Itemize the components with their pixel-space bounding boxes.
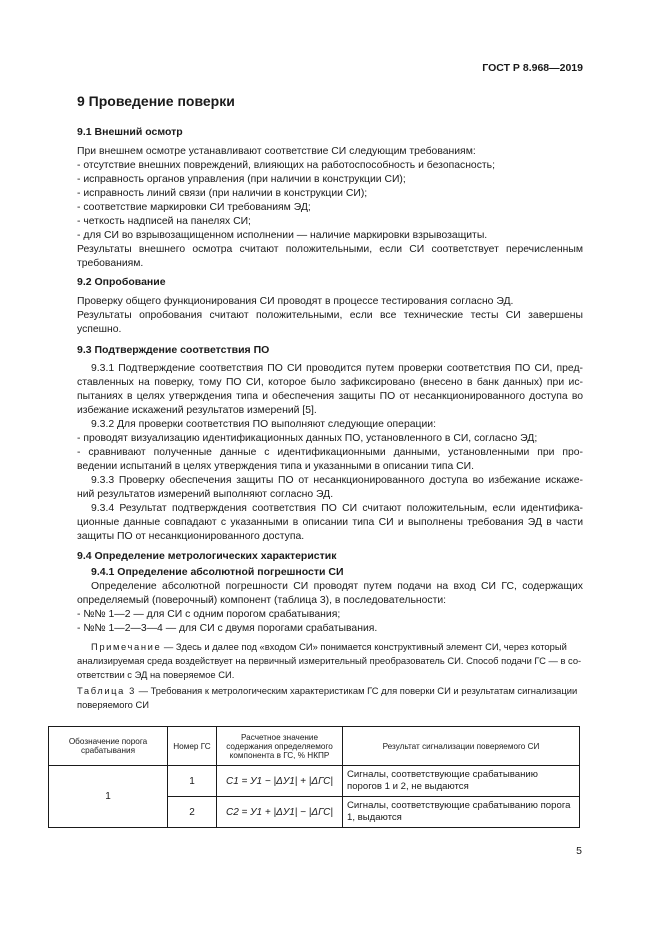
paragraph-9-1-result: Результаты внешнего осмотра считают положительными, если СИ соответствует перечисленным	[77, 244, 583, 255]
result-cell: Сигналы, соответствующие срабатыванию порогов 1 и 2, не выдаются	[343, 766, 580, 797]
table-header-cell: Номер ГС	[168, 727, 217, 766]
table-caption-text: — Требования к метрологическим характеристикам ГС для поверки СИ и результатам сигнализации	[135, 685, 578, 696]
note-text: анализируемая среда воздействует на первичный измерительный преобразователь СИ. Способ подачи ГС — в со-	[77, 655, 582, 666]
paragraph-9-3-1: пытаниях в целях утверждения типа и обеспечения защиты ПО от несанкционированного доступа во	[77, 391, 583, 402]
list-item: - исправность органов управления (при наличии в конструкции СИ);	[77, 174, 406, 185]
paragraph-9-1-intro: При внешнем осмотре устанавливают соответствие СИ следующим требованиям:	[77, 146, 476, 157]
table-header-row	[49, 727, 580, 766]
note-text: ответствии с ЭД на поверяемое СИ.	[77, 669, 235, 680]
note-text: — Здесь и далее под «входом СИ» понимается конструктивный элемент СИ, через который	[161, 641, 567, 652]
gs-number-cell: 1	[168, 766, 217, 797]
section-title: 9 Проведение поверки	[77, 93, 235, 109]
document-id: ГОСТ Р 8.968—2019	[482, 62, 583, 74]
table-header-cell: Расчетное значение содержания определяемого компонента в ГС, % НКПР	[217, 727, 343, 766]
list-item: - проводят визуализацию идентификационных данных ПО, установленного в СИ, согласно ЭД;	[77, 433, 538, 444]
gs-number-cell: 2	[168, 797, 217, 828]
subsection-title-9-2: 9.2 Опробование	[77, 276, 166, 288]
list-item: - исправность линий связи (при наличии в конструкции СИ);	[77, 188, 368, 199]
note-label: Примечание	[91, 641, 162, 652]
table-caption-end: поверяемого СИ	[77, 699, 149, 710]
list-item: ведении испытаний в целях утверждения типа и указанными в описании типа СИ.	[77, 461, 475, 472]
subsection-title-9-4-1: 9.4.1 Определение абсолютной погрешности СИ	[91, 566, 344, 578]
paragraph-9-2-1: Проверку общего функционирования СИ проводят в процессе тестирования согласно ЭД.	[77, 296, 514, 307]
paragraph-9-2-2: Результаты опробования считают положительными, если все технические тесты СИ завершены	[77, 310, 583, 321]
subsection-title-9-1: 9.1 Внешний осмотр	[77, 126, 183, 138]
subsection-title-9-3: 9.3 Подтверждение соответствия ПО	[77, 344, 270, 356]
list-item: - отсутствие внешних повреждений, влияющих на работоспособность и безопасность;	[77, 160, 495, 171]
list-item: - для СИ во взрывозащищенном исполнении — наличие маркировки взрывозащиты.	[77, 230, 488, 241]
paragraph-9-3-1: ставленных на поверку, тому ПО СИ, которое было зафиксировано (внесено в банк данных) при ис-	[77, 377, 583, 388]
paragraph-9-3-3: 9.3.3 Проверку обеспечения защиты ПО от несанкционированного доступа во избежание искаже-	[91, 475, 583, 486]
paragraph-9-1-result-end: требованиям.	[77, 258, 144, 269]
paragraph-9-3-2: 9.3.2 Для проверки соответствия ПО выполняют следующие операции:	[91, 419, 436, 430]
page-number: 5	[576, 845, 582, 857]
table-row	[49, 766, 580, 797]
result-cell: Сигналы, соответствующие срабатыванию порога 1, выдаются	[343, 797, 580, 828]
paragraph-9-3-1: 9.3.1 Подтверждение соответствия ПО СИ проводится путем проверки соответствия ПО СИ, пред-	[91, 363, 583, 374]
list-item: - соответствие маркировки СИ требованиям ЭД;	[77, 202, 311, 213]
table-caption-label: Таблица 3	[77, 685, 136, 696]
subsection-title-9-4: 9.4 Определение метрологических характеристик	[77, 550, 337, 562]
note	[91, 640, 583, 653]
table-header-cell: Результат сигнализации поверяемого СИ	[343, 727, 580, 766]
requirements-table	[48, 726, 580, 828]
table-caption	[77, 684, 583, 697]
list-item: - сравнивают полученные данные с идентификационными данными, установленными при про-	[77, 447, 583, 458]
list-item: - четкость надписей на панелях СИ;	[77, 216, 251, 227]
paragraph-9-3-4: 9.3.4 Результат подтверждения соответствия ПО СИ считают положительным, если идентифика-	[91, 503, 583, 514]
formula-cell: C2 = У1 + |ΔУ1| − |ΔГС|	[217, 797, 343, 828]
table-header-cell: Обозначение порога срабатывания	[49, 727, 168, 766]
list-item: - №№ 1—2 — для СИ с одним порогом срабатывания;	[77, 609, 341, 620]
list-item: - №№ 1—2—3—4 — для СИ с двумя порогами срабатывания.	[77, 623, 378, 634]
formula-cell: C1 = У1 − |ΔУ1| + |ΔГС|	[217, 766, 343, 797]
threshold-cell: 1	[49, 766, 168, 828]
paragraph-9-3-1: избежание искажений результатов измерений [5].	[77, 405, 317, 416]
paragraph-9-3-3: ний результатов измерений выполняют согласно ЭД.	[77, 489, 334, 500]
paragraph-9-3-4: защиты ПО от несанкционированного доступа.	[77, 531, 305, 542]
paragraph-9-4-1: Определение абсолютной погрешности СИ проводят путем подачи на вход СИ ГС, содержащих	[91, 581, 583, 592]
paragraph-9-4-1: определяемый (поверочный) компонент (таблица 3), в последовательности:	[77, 595, 447, 606]
paragraph-9-3-4: ционные данные совпадают с указанными в описании типа СИ и выполнены требования ЭД в части	[77, 517, 583, 528]
paragraph-9-2-2-end: успешно.	[77, 324, 122, 335]
